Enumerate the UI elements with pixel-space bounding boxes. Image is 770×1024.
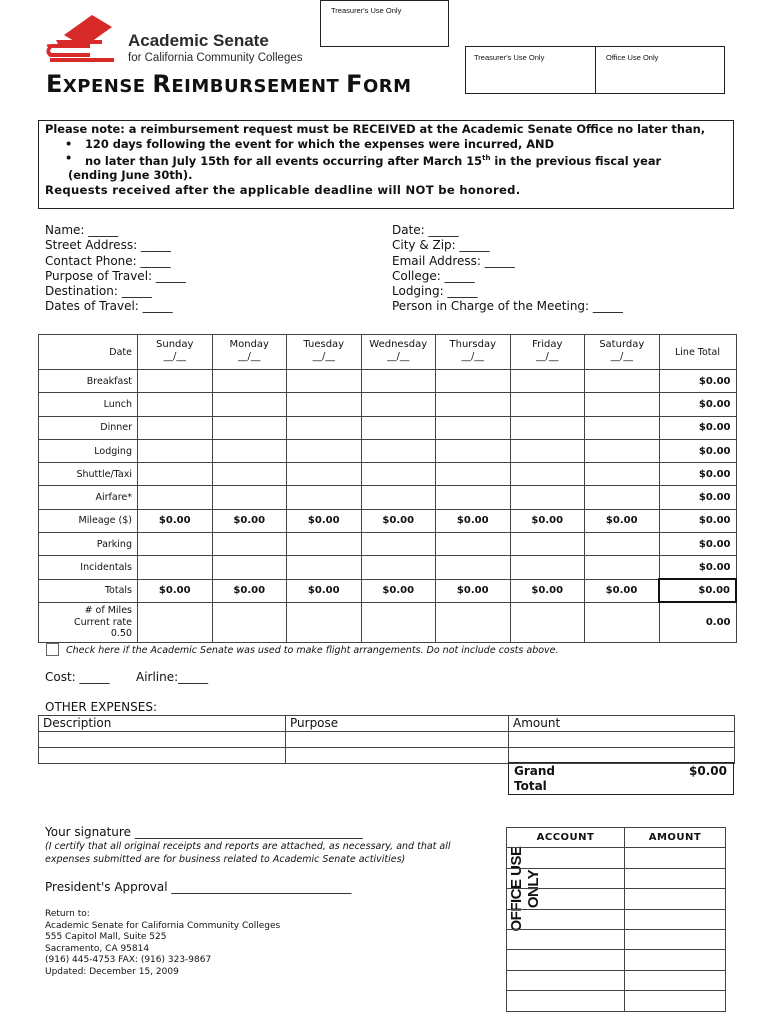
expense-grid (38, 334, 737, 643)
expense-cell[interactable] (138, 370, 213, 393)
person-in-charge-field[interactable]: Person in Charge of the Meeting: _____ (392, 299, 623, 314)
expense-cell[interactable]: $0.00 (287, 509, 362, 532)
expense-cell[interactable] (287, 393, 362, 416)
office-use-row[interactable] (507, 848, 726, 868)
line-total-cell: $0.00 (659, 393, 736, 416)
expense-cell[interactable] (585, 393, 660, 416)
expense-cell[interactable] (212, 439, 287, 462)
miles-cell[interactable] (361, 602, 436, 642)
expense-cell[interactable] (436, 416, 511, 439)
expense-cell[interactable]: $0.00 (585, 579, 660, 602)
expense-row (39, 393, 737, 416)
expense-cell[interactable]: $0.00 (287, 579, 362, 602)
expense-cell[interactable] (510, 533, 585, 556)
lodging-field[interactable]: Lodging: _____ (392, 284, 478, 299)
treasurer-use-box[interactable] (465, 46, 596, 94)
miles-cell[interactable] (436, 602, 511, 642)
certify-text: (I certify that all original receipts and reports are attached, as necessary, and that all expenses submitted are for business related to Academic Senate activities) (45, 841, 451, 865)
expense-cell[interactable] (287, 439, 362, 462)
expense-row (39, 463, 737, 486)
book-stack-logo-icon (42, 13, 122, 65)
traveler-info-right (392, 223, 623, 315)
expense-row-label: Lodging (39, 439, 138, 462)
president-approval-field[interactable]: President's Approval ______________________________ (45, 880, 352, 894)
amount-header: Amount (509, 716, 735, 732)
expense-cell[interactable] (585, 486, 660, 509)
amount-header: AMOUNT (625, 828, 726, 848)
expense-cell[interactable]: $0.00 (138, 579, 213, 602)
expense-cell[interactable] (287, 370, 362, 393)
day-header[interactable]: Monday __/__ (212, 335, 287, 370)
expense-cell[interactable] (212, 556, 287, 579)
day-header[interactable]: Tuesday __/__ (287, 335, 362, 370)
expense-cell[interactable] (361, 439, 436, 462)
treasurer-use-label-2: Treasurer's Use Only (474, 53, 545, 62)
notice-bullet-2: • no later than July 15th for all events occurring after March 15th in the previous fiscal year (65, 151, 727, 168)
cost-field[interactable]: Cost: _____ (45, 670, 110, 684)
expense-cell[interactable] (212, 533, 287, 556)
expense-cell[interactable]: $0.00 (361, 579, 436, 602)
expense-cell[interactable] (212, 370, 287, 393)
expense-row-label: Shuttle/Taxi (39, 463, 138, 486)
expense-cell[interactable]: $0.00 (436, 579, 511, 602)
expense-row (39, 486, 737, 509)
expense-cell[interactable] (361, 463, 436, 486)
dates-of-travel-field[interactable]: Dates of Travel: _____ (45, 299, 173, 314)
expense-row-label: Breakfast (39, 370, 138, 393)
expense-cell[interactable]: $0.00 (361, 509, 436, 532)
office-use-row[interactable] (507, 950, 726, 970)
city-zip-field[interactable]: City & Zip: _____ (392, 238, 490, 253)
airline-field[interactable]: Airline:_____ (136, 670, 209, 684)
day-header[interactable]: Friday __/__ (510, 335, 585, 370)
expense-cell[interactable]: $0.00 (510, 579, 585, 602)
expense-cell[interactable] (585, 439, 660, 462)
expense-cell[interactable]: $0.00 (212, 509, 287, 532)
miles-cell[interactable] (138, 602, 213, 642)
treasurer-use-box-top[interactable] (320, 0, 449, 47)
date-field[interactable]: Date: _____ (392, 223, 459, 237)
expense-row (39, 509, 737, 532)
other-expenses-table (38, 715, 735, 764)
expense-cell[interactable] (138, 556, 213, 579)
day-header[interactable]: Saturday __/__ (585, 335, 660, 370)
destination-field[interactable]: Destination: _____ (45, 284, 152, 299)
logo-title: Academic Senate (128, 31, 269, 50)
expense-cell[interactable] (436, 370, 511, 393)
return-address: Return to: Academic Senate for California Community Colleges 555 Capitol Mall, Suite 525 Sacramento, CA 95814 (916) 445-4753 FAX: (916) 323-9867 Updated: December 15, 2009 (45, 909, 281, 977)
expense-row-label: Totals (39, 579, 138, 602)
office-use-row[interactable] (507, 970, 726, 990)
office-use-table (506, 827, 726, 1012)
miles-cell[interactable] (585, 602, 660, 642)
expense-row (39, 439, 737, 462)
expense-row (39, 370, 737, 393)
miles-total: 0.00 (659, 602, 736, 642)
line-total-cell: $0.00 (659, 439, 736, 462)
other-expenses-heading: OTHER EXPENSES: (45, 700, 157, 714)
street-address-field[interactable]: Street Address: _____ (45, 238, 171, 253)
day-header[interactable]: Wednesday __/__ (361, 335, 436, 370)
office-use-label: Office Use Only (606, 53, 659, 62)
purpose-of-travel-field[interactable]: Purpose of Travel: _____ (45, 268, 186, 283)
expense-cell[interactable] (361, 393, 436, 416)
date-header: Date (39, 335, 138, 370)
notice-final-line: Requests received after the applicable deadline will NOT be honored. (45, 182, 521, 197)
expense-cell[interactable] (436, 556, 511, 579)
line-total-cell: $0.00 (659, 416, 736, 439)
line-total-header: Line Total (659, 335, 736, 370)
expense-cell[interactable] (585, 533, 660, 556)
expense-row-label: Parking (39, 533, 138, 556)
expense-cell[interactable]: $0.00 (138, 509, 213, 532)
expense-cell[interactable] (361, 416, 436, 439)
flight-arrangement-label: Check here if the Academic Senate was used to make flight arrangements. Do not include costs above. (66, 645, 559, 656)
expense-row-label: Airfare* (39, 486, 138, 509)
office-use-header-row (507, 828, 726, 848)
line-total-cell: $0.00 (659, 509, 736, 532)
expense-cell[interactable] (138, 533, 213, 556)
expense-cell[interactable] (436, 463, 511, 486)
expense-cell[interactable] (212, 486, 287, 509)
logo-subtitle: for California Community Colleges (128, 52, 303, 64)
expense-cell[interactable] (361, 486, 436, 509)
expense-cell[interactable] (287, 463, 362, 486)
office-use-row[interactable] (507, 991, 726, 1011)
flight-arrangement-checkbox[interactable] (46, 643, 59, 656)
expense-row (39, 556, 737, 579)
office-use-row[interactable] (507, 889, 726, 909)
expense-cell[interactable] (585, 463, 660, 486)
expense-cell[interactable]: $0.00 (510, 509, 585, 532)
traveler-info-left (45, 223, 186, 315)
expense-cell[interactable] (138, 486, 213, 509)
expense-row (39, 579, 737, 602)
day-header[interactable]: Sunday __/__ (138, 335, 213, 370)
expense-row-label: Lunch (39, 393, 138, 416)
office-use-box[interactable] (595, 46, 725, 94)
college-field[interactable]: College: _____ (392, 268, 475, 283)
expense-cell[interactable] (212, 393, 287, 416)
line-total-cell: $0.00 (659, 556, 736, 579)
description-header: Description (39, 716, 286, 732)
expense-cell[interactable] (138, 393, 213, 416)
expense-cell[interactable] (585, 556, 660, 579)
miles-label: # of Miles Current rate 0.50 (39, 602, 138, 642)
expense-cell[interactable] (510, 439, 585, 462)
expense-cell[interactable] (585, 416, 660, 439)
expense-cell[interactable] (585, 370, 660, 393)
notice-bullet-2-cont: (ending June 30th). (68, 168, 193, 183)
line-total-cell: $0.00 (659, 463, 736, 486)
expense-cell[interactable] (436, 533, 511, 556)
account-header: ACCOUNT (507, 828, 625, 848)
expense-row (39, 416, 737, 439)
miles-cell[interactable] (212, 602, 287, 642)
expense-cell[interactable] (138, 416, 213, 439)
grand-total-label: Grand Total (514, 764, 555, 793)
expense-row-label: Mileage ($) (39, 509, 138, 532)
expense-cell[interactable] (212, 463, 287, 486)
office-use-only-label: OFFICE USE ONLY (508, 846, 542, 932)
line-total-cell: $0.00 (659, 579, 736, 602)
expense-cell[interactable] (138, 439, 213, 462)
expense-cell[interactable] (287, 556, 362, 579)
expense-cell[interactable] (510, 463, 585, 486)
line-total-cell: $0.00 (659, 486, 736, 509)
notice-intro: Please note: a reimbursement request must be RECEIVED at the Academic Senate Office no later than, (45, 122, 706, 136)
expense-row-label: Incidentals (39, 556, 138, 579)
notice-bullet-1: • 120 days following the event for which the expenses were incurred, AND (65, 137, 727, 152)
office-use-row[interactable] (507, 929, 726, 949)
expense-cell[interactable] (510, 556, 585, 579)
expense-cell[interactable]: $0.00 (585, 509, 660, 532)
expense-row (39, 533, 737, 556)
contact-phone-field[interactable]: Contact Phone: _____ (45, 253, 171, 268)
expense-cell[interactable] (436, 393, 511, 416)
form-title: EXPENSE REIMBURSEMENT FORM (46, 70, 412, 98)
signature-field[interactable]: Your signature ______________________________________ (45, 825, 363, 839)
purpose-header: Purpose (286, 716, 509, 732)
grid-header-row (39, 335, 737, 370)
office-use-row[interactable] (507, 868, 726, 888)
day-header[interactable]: Thursday __/__ (436, 335, 511, 370)
name-field[interactable]: Name: _____ (45, 223, 119, 237)
office-use-row[interactable] (507, 909, 726, 929)
expense-cell[interactable] (287, 486, 362, 509)
miles-row (39, 602, 737, 642)
expense-cell[interactable] (510, 370, 585, 393)
expense-cell[interactable] (510, 486, 585, 509)
expense-cell[interactable] (436, 486, 511, 509)
line-total-cell: $0.00 (659, 533, 736, 556)
expense-cell[interactable]: $0.00 (436, 509, 511, 532)
expense-cell[interactable] (212, 416, 287, 439)
miles-cell[interactable] (287, 602, 362, 642)
expense-cell[interactable] (361, 533, 436, 556)
deadline-notice (38, 120, 734, 209)
treasurer-use-label: Treasurer's Use Only (331, 6, 402, 15)
other-expense-row[interactable] (39, 732, 735, 748)
expense-row-label: Dinner (39, 416, 138, 439)
grand-total-value: $0.00 (689, 764, 727, 778)
expense-cell[interactable] (510, 416, 585, 439)
expense-cell[interactable] (287, 416, 362, 439)
expense-cell[interactable] (436, 439, 511, 462)
grand-total-box (508, 762, 734, 795)
expense-cell[interactable] (287, 533, 362, 556)
line-total-cell: $0.00 (659, 370, 736, 393)
miles-cell[interactable] (510, 602, 585, 642)
email-address-field[interactable]: Email Address: _____ (392, 253, 515, 268)
other-expenses-header-row (39, 716, 735, 732)
expense-cell[interactable]: $0.00 (212, 579, 287, 602)
expense-cell[interactable] (510, 393, 585, 416)
expense-cell[interactable] (361, 370, 436, 393)
expense-cell[interactable] (361, 556, 436, 579)
expense-cell[interactable] (138, 463, 213, 486)
